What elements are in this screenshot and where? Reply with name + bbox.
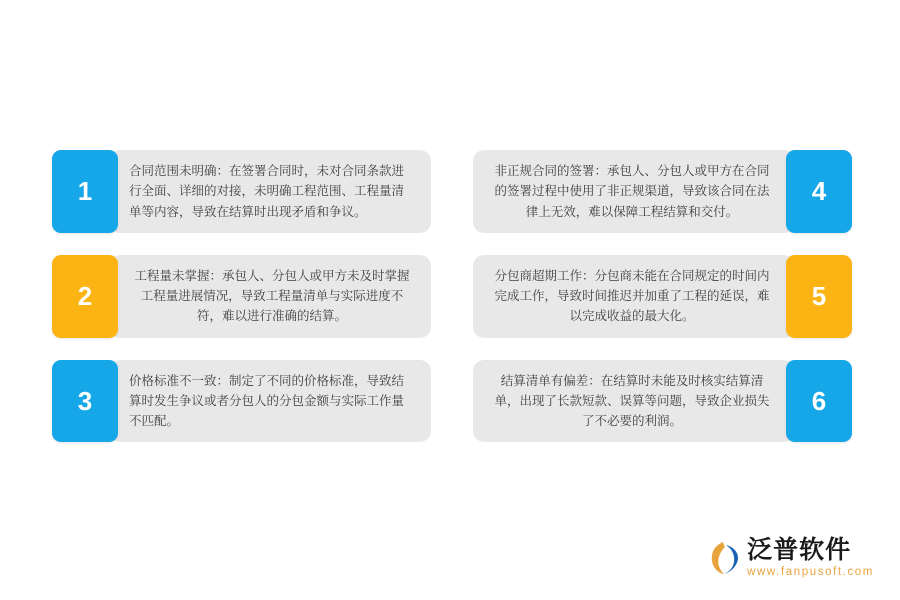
- brand-logo: [709, 535, 874, 579]
- items-columns: [52, 150, 852, 442]
- item-number-badge: 2: [52, 255, 118, 338]
- left-column: [52, 150, 431, 442]
- item-text: 非正规合同的签署：承包人、分包人或甲方在合同的签署过程中使用了非正规渠道，导致该合同在法律上无效，难以保障工程结算和交付。: [473, 150, 795, 233]
- item-text: 合同范围未明确：在签署合同时，未对合同条款进行全面、详细的对接，未明确工程范围、工程量清单等内容，导致在结算时出现矛盾和争议。: [109, 150, 431, 233]
- list-item: [52, 360, 431, 443]
- list-item: [52, 150, 431, 233]
- item-text: 分包商超期工作：分包商未能在合同规定的时间内完成工作，导致时间推迟并加重了工程的延误，难以完成收益的最大化。: [473, 255, 795, 338]
- item-text: 价格标准不一致：制定了不同的价格标准，导致结算时发生争议或者分包人的分包金额与实际工作量不匹配。: [109, 360, 431, 443]
- item-number-badge: 1: [52, 150, 118, 233]
- list-item: [473, 255, 852, 338]
- logo-website: www.fanpusoft.com: [747, 565, 874, 578]
- logo-company-name: 泛普软件: [747, 535, 852, 564]
- logo-mark-icon: [709, 541, 739, 575]
- list-item: [473, 150, 852, 233]
- item-text: 结算清单有偏差：在结算时未能及时核实结算清单，出现了长款短款、误算等问题，导致企业损失了不必要的利润。: [473, 360, 795, 443]
- item-number-badge: 5: [786, 255, 852, 338]
- list-item: [52, 255, 431, 338]
- right-column: [473, 150, 852, 442]
- item-text: 工程量未掌握：承包人、分包人或甲方未及时掌握工程量进展情况，导致工程量清单与实际进度不符，难以进行准确的结算。: [109, 255, 431, 338]
- list-item: [473, 360, 852, 443]
- logo-text: [747, 535, 874, 579]
- item-number-badge: 6: [786, 360, 852, 443]
- item-number-badge: 4: [786, 150, 852, 233]
- item-number-badge: 3: [52, 360, 118, 443]
